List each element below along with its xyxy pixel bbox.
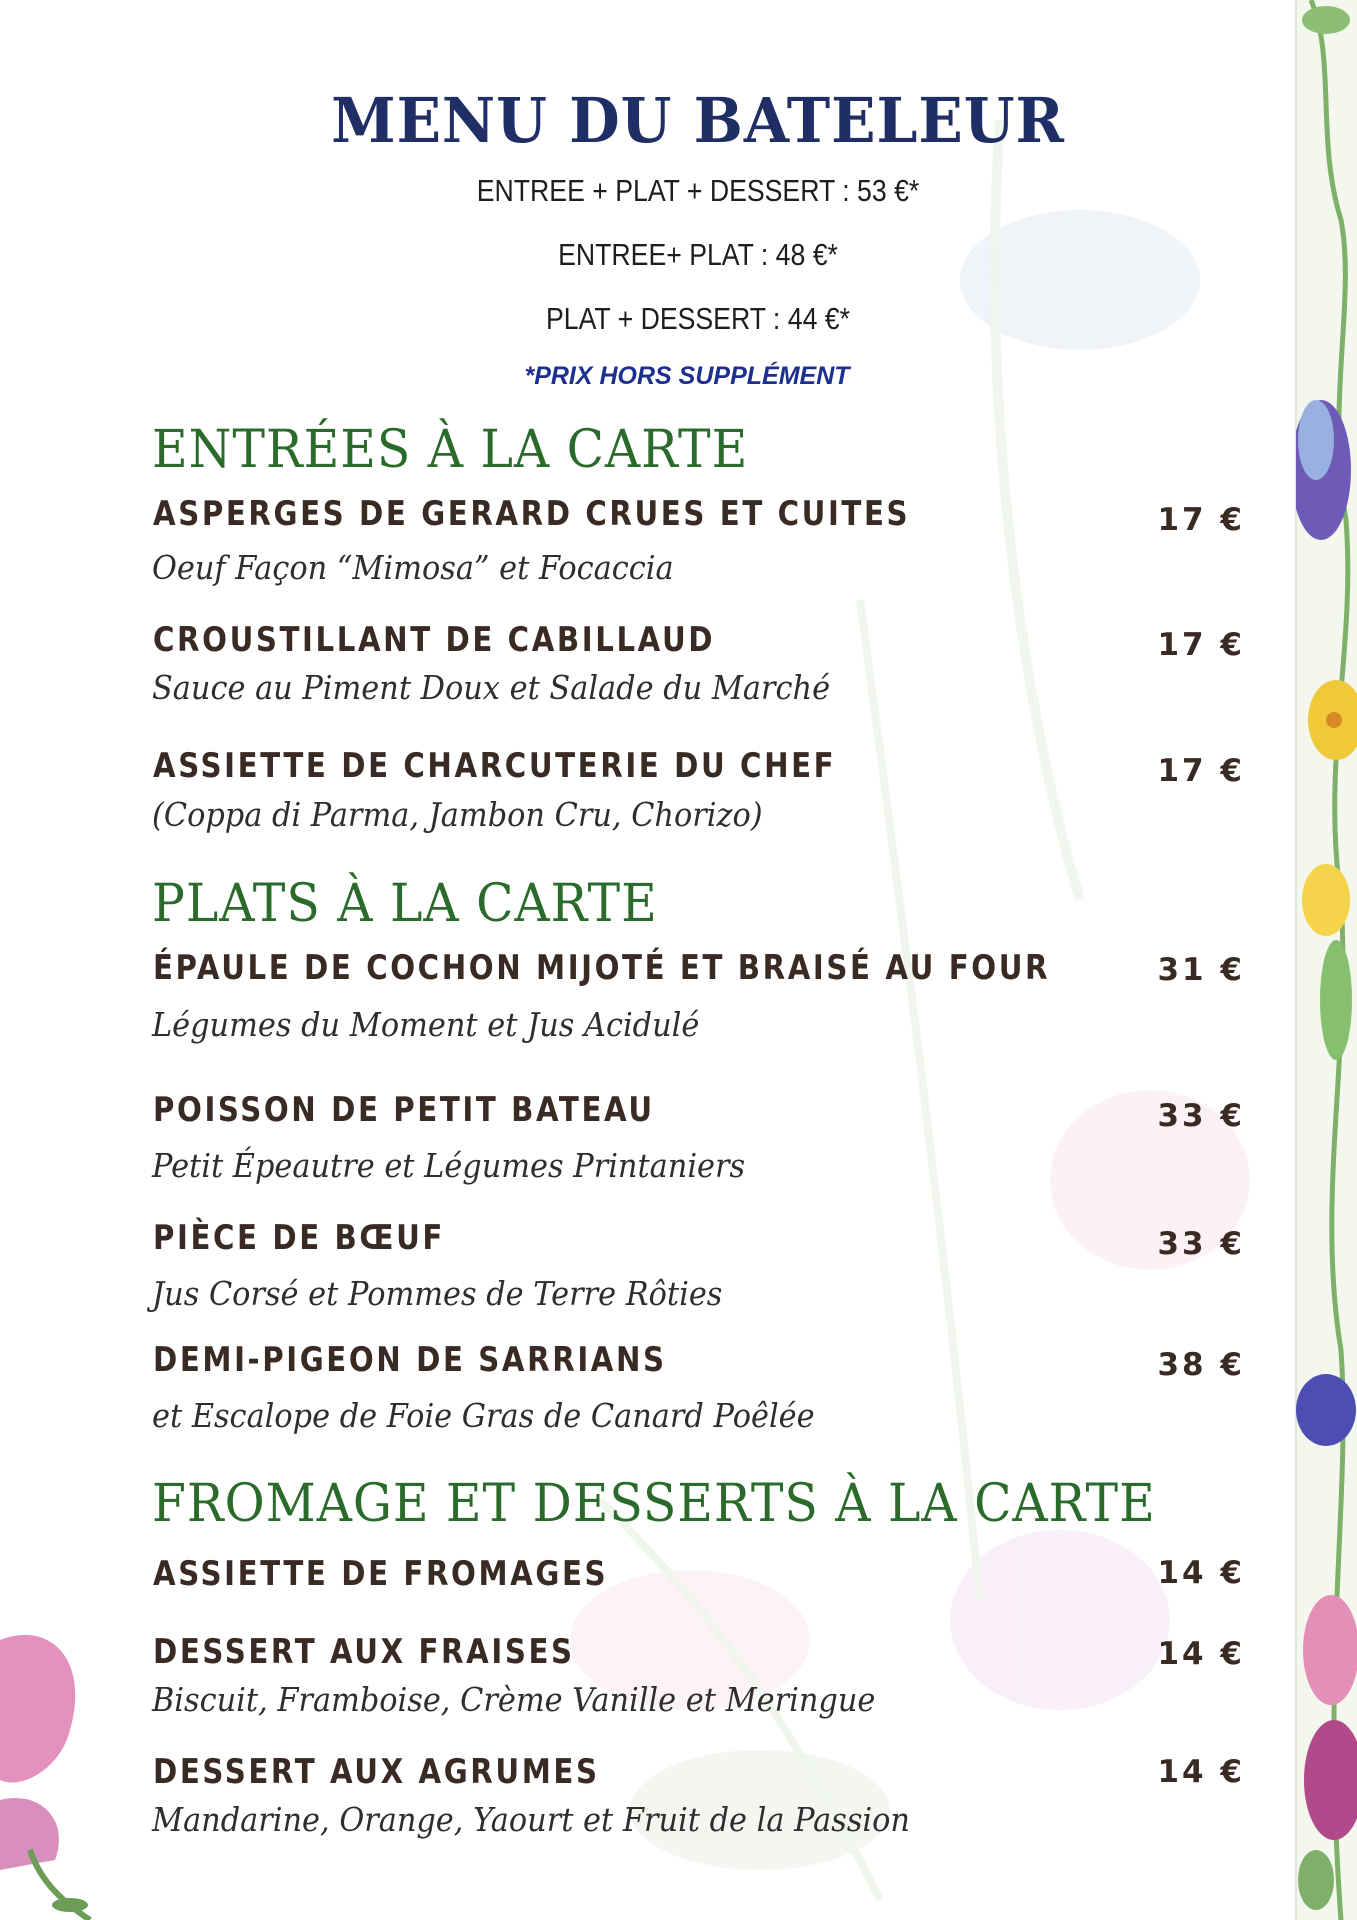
- item-name: ASPERGES DE GERARD CRUES ET CUITES: [153, 494, 911, 534]
- item-name: DESSERT AUX AGRUMES: [153, 1752, 600, 1792]
- item-description: Sauce au Piment Doux et Salade du Marché: [152, 668, 831, 707]
- right-floral-border-decoration: [1296, 0, 1357, 1920]
- item-description: Mandarine, Orange, Yaourt et Fruit de la Passion: [152, 1800, 910, 1839]
- item-price: 17 €: [1157, 753, 1245, 789]
- item-name: DEMI-PIGEON DE SARRIANS: [153, 1340, 667, 1380]
- item-name: ASSIETTE DE CHARCUTERIE DU CHEF: [153, 746, 837, 786]
- formula-plat-dessert: PLAT + DESSERT : 44 €*: [545, 301, 851, 336]
- item-description: Oeuf Façon “Mimosa” et Focaccia: [152, 548, 674, 587]
- formula-entree-plat: ENTREE+ PLAT : 48 €*: [558, 237, 838, 272]
- menu-title: MENU DU BATELEUR: [331, 84, 1065, 157]
- item-price: 17 €: [1157, 627, 1245, 663]
- item-description: Petit Épeautre et Légumes Printaniers: [152, 1146, 746, 1185]
- item-description: Biscuit, Framboise, Crème Vanille et Meringue: [152, 1680, 876, 1719]
- item-price: 14 €: [1157, 1754, 1245, 1790]
- item-price: 17 €: [1157, 502, 1245, 538]
- item-name: DESSERT AUX FRAISES: [153, 1632, 575, 1672]
- section-title-desserts: FROMAGE ET DESSERTS À LA CARTE: [152, 1474, 1156, 1534]
- item-price: 38 €: [1157, 1347, 1245, 1383]
- item-price: 14 €: [1157, 1636, 1245, 1672]
- item-price: 14 €: [1157, 1555, 1245, 1591]
- item-description: et Escalope de Foie Gras de Canard Poêlée: [152, 1396, 815, 1435]
- price-note: *PRIX HORS SUPPLÉMENT: [524, 362, 850, 390]
- item-price: 31 €: [1157, 952, 1245, 988]
- formula-entree-plat-dessert: ENTREE + PLAT + DESSERT : 53 €*: [476, 173, 920, 208]
- item-name: CROUSTILLANT DE CABILLAUD: [153, 620, 716, 660]
- item-name: ÉPAULE DE COCHON MIJOTÉ ET BRAISÉ AU FOUR: [153, 948, 1051, 988]
- item-price: 33 €: [1157, 1226, 1245, 1262]
- item-price: 33 €: [1157, 1098, 1245, 1134]
- item-name: PIÈCE DE BŒUF: [153, 1218, 445, 1258]
- item-description: (Coppa di Parma, Jambon Cru, Chorizo): [152, 795, 763, 834]
- item-description: Légumes du Moment et Jus Acidulé: [152, 1005, 700, 1044]
- section-title-plats: PLATS À LA CARTE: [152, 874, 658, 934]
- item-name: POISSON DE PETIT BATEAU: [153, 1090, 655, 1130]
- item-name: ASSIETTE DE FROMAGES: [153, 1554, 609, 1594]
- item-description: Jus Corsé et Pommes de Terre Rôties: [152, 1274, 723, 1313]
- section-title-entrees: ENTRÉES À LA CARTE: [152, 420, 749, 480]
- bottom-left-flower-decoration: [0, 1600, 120, 1920]
